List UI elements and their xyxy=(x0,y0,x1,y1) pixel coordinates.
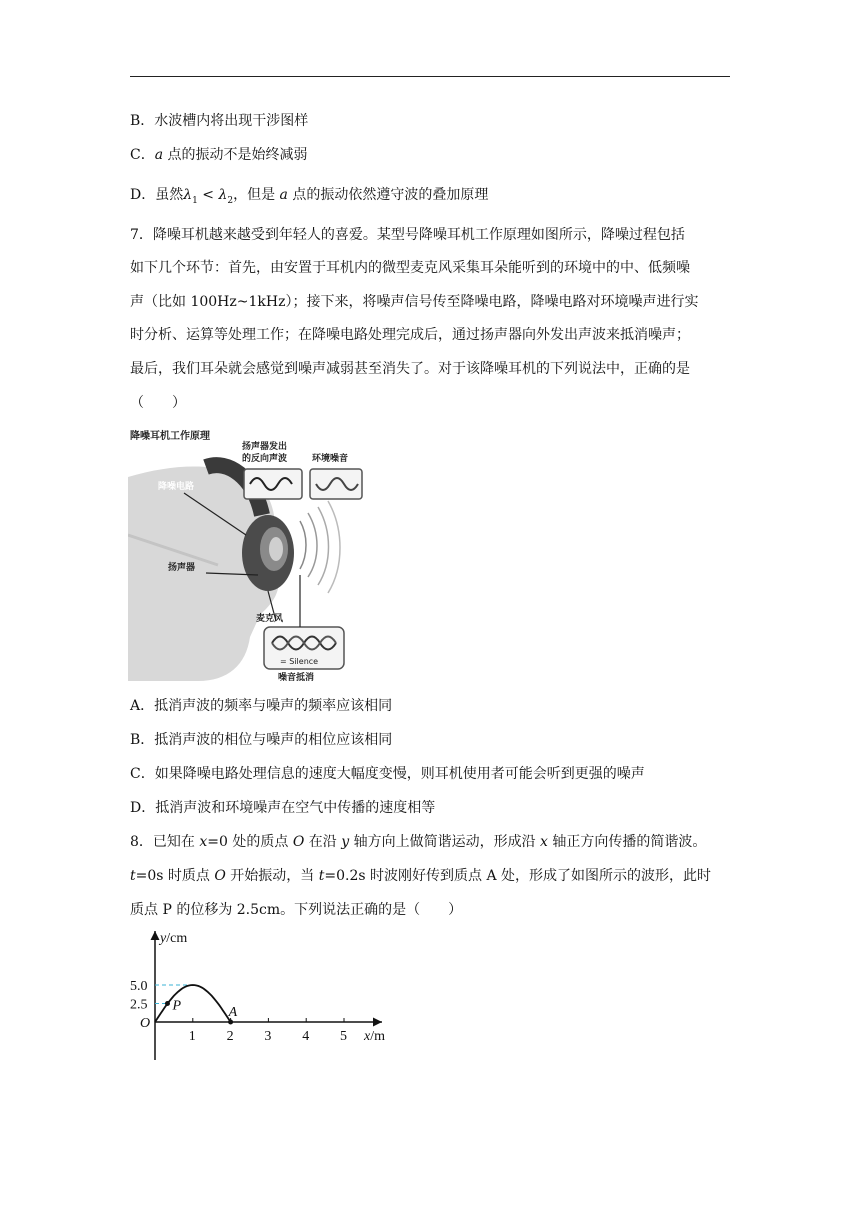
q7-stem-line: （ ） xyxy=(130,395,186,411)
q8-text: =0.2s 时波刚好传到质点 A 处，形成了如图所示的波形，此时 xyxy=(324,868,712,884)
var-O: O xyxy=(214,868,226,884)
q6-option-d[interactable] xyxy=(130,185,488,211)
label-env-noise: 环境噪音 xyxy=(312,454,349,464)
q8-text: =0 处的质点 xyxy=(207,834,293,850)
point-label: A xyxy=(228,1005,238,1020)
headphone-illustration xyxy=(128,425,365,681)
figure-title: 降噪耳机工作原理 xyxy=(130,431,210,442)
point-a xyxy=(228,1020,233,1025)
label-anti-wave-1: 扬声器发出 xyxy=(242,442,288,452)
q8-text: 开始振动，当 xyxy=(225,868,319,884)
q8-text: 在沿 xyxy=(304,834,342,850)
x-axis-label xyxy=(363,1029,385,1044)
y-axis-unit: /cm xyxy=(166,931,188,946)
label-silence: = Silence xyxy=(280,657,319,666)
q6-option-b[interactable]: B．水波槽内将出现干涉图样 xyxy=(130,113,309,129)
q7-stem-line: 时分析、运算等处理工作；在降噪电路处理完成后，通过扬声器向外发出声波来抵消噪声； xyxy=(130,327,690,343)
wave-graph-svg xyxy=(130,925,400,1065)
q7-option-c[interactable]: C．如果降噪电路处理信息的速度大幅度变慢，则耳机使用者可能会听到更强的噪声 xyxy=(130,766,645,782)
q7-stem-line: 声（比如 100Hz~1kHz）；接下来，将噪声信号传至降噪电路，降噪电路对环境噪声进行实 xyxy=(130,294,699,310)
x-tick-label: 5 xyxy=(340,1029,347,1044)
label-mic: 麦克风 xyxy=(256,614,284,624)
wave-graph xyxy=(130,925,400,1065)
q7-stem-line: 如下几个环节：首先，由安置于耳机内的微型麦克风采集耳朵能听到的环境中的中、低频噪 xyxy=(130,260,690,276)
q6-d-mid: ，但是 xyxy=(233,187,280,203)
q8-stem-line-3: 质点 P 的位移为 2.5cm。下列说法正确的是（ ） xyxy=(130,902,463,918)
lambda-1: λ xyxy=(183,187,193,203)
x-tick-label: 4 xyxy=(302,1029,310,1044)
q7-stem-line: 最后，我们耳朵就会感觉到噪声减弱甚至消失了。对于该降噪耳机的下列说法中，正确的是 xyxy=(130,361,690,377)
noise-cancel-headphone-figure xyxy=(128,425,365,681)
x-tick-label: 1 xyxy=(188,1029,196,1044)
y-tick-label: 2.5 xyxy=(130,997,148,1013)
var-O: O xyxy=(292,834,305,850)
q8-text: 8．已知在 xyxy=(130,834,200,850)
point-p xyxy=(165,1001,170,1006)
q8-stem-line-1 xyxy=(130,832,706,852)
q6-d-prefix: D．虽然 xyxy=(130,187,184,203)
q8-text: =0s 时质点 xyxy=(135,868,215,884)
point-label: P xyxy=(172,998,182,1014)
var-x: x xyxy=(199,834,208,850)
q7-option-b[interactable]: B．抵消声波的相位与噪声的相位应该相同 xyxy=(130,732,393,748)
q7-option-a[interactable]: A．抵消声波的频率与噪声的频率应该相同 xyxy=(130,698,393,714)
label-circuit: 降噪电路 xyxy=(158,482,195,492)
q6-c-prefix: C． xyxy=(130,147,155,163)
q6-d-var: a xyxy=(279,187,288,203)
q8-text: 轴方向上做简谐运动，形成沿 xyxy=(349,834,541,850)
lambda-1-sub: 1 xyxy=(192,195,198,206)
q8-text: 轴正方向传播的简谐波。 xyxy=(547,834,707,850)
q7-option-d[interactable]: D．抵消声波和环境噪声在空气中传播的速度相等 xyxy=(130,800,436,816)
header-rule xyxy=(130,76,730,77)
var-t: t xyxy=(130,868,136,884)
q8-stem-line-2 xyxy=(130,866,711,886)
lambda-2-sub: 2 xyxy=(227,195,234,206)
y-tick-label: 5.0 xyxy=(130,979,148,994)
var-x: x xyxy=(540,834,548,850)
q7-stem-line: 7．降噪耳机越来越受到年轻人的喜爱。某型号降噪耳机工作原理如图所示，降噪过程包括 xyxy=(130,227,685,243)
env-noise-wave-box xyxy=(310,469,362,499)
lambda-2: λ xyxy=(218,187,228,203)
var-y: y xyxy=(341,834,350,850)
q6-option-c[interactable] xyxy=(130,145,308,165)
anti-noise-wave-box xyxy=(244,469,302,499)
x-tick-label: 3 xyxy=(264,1029,272,1044)
x-tick-label: 2 xyxy=(226,1029,234,1044)
y-axis-label xyxy=(158,931,187,946)
label-noise-cancel: 噪音抵消 xyxy=(278,673,315,681)
q6-c-text: 点的振动不是始终减弱 xyxy=(163,147,308,163)
q6-c-var: a xyxy=(154,147,164,163)
y-axis-var: y xyxy=(160,931,167,946)
x-axis-unit: /m xyxy=(370,1029,385,1044)
x-axis-var: x xyxy=(364,1029,371,1044)
less-than: < xyxy=(197,187,219,203)
q6-d-text: 点的振动依然遵守波的叠加原理 xyxy=(287,187,489,203)
label-anti-wave-2: 的反向声波 xyxy=(242,454,288,464)
var-t: t xyxy=(318,868,325,884)
label-speaker: 扬声器 xyxy=(168,563,196,573)
origin-label: O xyxy=(140,1016,151,1031)
